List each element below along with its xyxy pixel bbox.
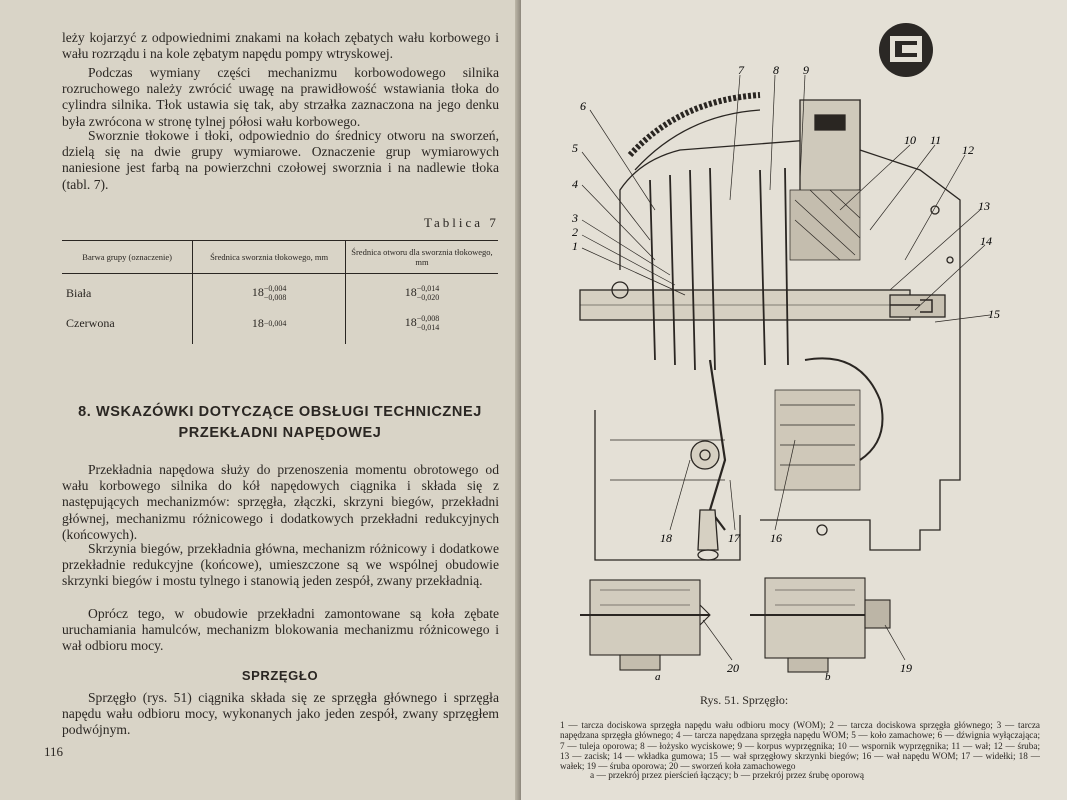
paragraph-4: Przekładnia napędowa służy do przenoszenia momentu obrotowego od wału korbowego silnika do kół napędowych ciągnika i składa się z następujących mechanizmów: sprzęgła, złączki, skrzyni biegów, przekładni głównej, mechanizmu różnicowego i dodatkowych przekładni redukcyjnych (końcowych).	[62, 462, 499, 542]
callout-10: 10	[904, 133, 916, 147]
paragraph-3: Sworznie tłokowe i tłoki, odpowiednio do średnicy otworu na sworzeń, dzielą się na dwie grupy wymiarowe. Oznaczenie grup wymiarowych naniesione jest farbą na powierzchni czołowej sworznia i na nadlewie tłoka (tabl. 7).	[62, 128, 499, 192]
callout-3: 3	[572, 211, 578, 225]
table-title: Tablica 7	[424, 215, 499, 230]
paragraph-5: Skrzynia biegów, przekładnia główna, mechanizm różnicowy i dodatkowe przekładnie redukcyjne (końcowe), umieszczone są we wspólnej obudowie skrzynki biegów i mostu tylnego i stanowią jeden zespół, zwany przekładnią.	[62, 541, 499, 589]
table-row	[62, 274, 498, 305]
table-cell: 18−0,008 −0,014	[345, 304, 498, 344]
callout-5: 5	[572, 141, 578, 155]
figure-caption: 1 — tarcza dociskowa sprzęgła napędu wału odbioru mocy (WOM); 2 — tarcza dociskowa sprzęgła głównego; 3 — tarcza napędzana sprzęgła głównego; 4 — tarcza napędzana sprzęgła napędu WOM; 5 — koło zamachowe; 6 — dźwignia wyłączająca; 7 — tuleja oporowa; 8 — łożysko wyciskowe; 9 — korpus wyprzęgnika; 10 — wspornik wyprzęgnika; 11 — wał; 12 — śruba; 13 — zacisk; 14 — wkładka gumowa; 15 — wał sprzęgłowy skrzynki biegów; 16 — wał napędu WOM; 17 — widełki; 18 — wałek; 19 — śruba oporowa; 20 — sworzeń koła zamachowego	[560, 720, 1040, 772]
callout-16: 16	[770, 531, 782, 545]
callout-20: 20	[727, 661, 739, 675]
data-table	[62, 240, 498, 344]
page-number: 116	[44, 744, 64, 759]
paragraph-6: Oprócz tego, w obudowie przekładni zamontowane są koła zębate uruchamiania hamulców, mechanizm blokowania mechanizmu różnicowego i wał odbioru mocy.	[62, 606, 499, 654]
callout-17: 17	[728, 531, 740, 545]
section-heading: 8. WSKAZÓWKI DOTYCZĄCE OBSŁUGI TECHNICZNEJ PRZEKŁADNI NAPĘDOWEJ	[78, 404, 482, 441]
section-label-b: b	[825, 671, 831, 680]
callout-14: 14	[980, 234, 992, 248]
table-cell: Biała	[66, 285, 92, 300]
callout-8: 8	[773, 63, 779, 77]
callout-13: 13	[978, 199, 990, 213]
callout-9: 9	[803, 63, 809, 77]
table-header: Barwa grupy (oznaczenie)	[62, 241, 193, 274]
callout-7: 7	[738, 63, 744, 77]
subheading: SPRZĘGŁO	[241, 668, 319, 683]
clutch-drawing	[560, 60, 1045, 680]
callout-6: 6	[580, 99, 586, 113]
table-header: Średnica otworu dla sworznia tłokowego, mm	[345, 241, 498, 274]
callout-15: 15	[988, 307, 1000, 321]
callout-1: 1	[572, 239, 578, 253]
table-row	[62, 304, 498, 344]
table-cell: 18−0,004	[193, 304, 346, 344]
callout-2: 2	[572, 225, 578, 239]
left-page	[0, 0, 521, 800]
table-cell: Czerwona	[66, 315, 115, 330]
table-header: Średnica sworznia tłokowego, mm	[193, 241, 346, 274]
callout-11: 11	[930, 133, 942, 147]
callout-18: 18	[660, 531, 672, 545]
paragraph-7: Sprzęgło (rys. 51) ciągnika składa się ze sprzęgła głównego i sprzęgła napędu wału odbioru mocy, wykonanych jako jeden zespół, zwany sprzęgłem podwójnym.	[62, 690, 499, 738]
paragraph-2: Podczas wymiany części mechanizmu korbowodowego silnika rozruchowego należy zwrócić uwagę na prawidłowość wstawiania tłoka do cylindra silnika. Tłok ustawia się tak, aby strzałka zaznaczona na jego denku była zwrócona w stronę tylnej półosi wału korbowego.	[62, 65, 499, 129]
callout-12: 12	[962, 143, 974, 157]
section-label-a: a	[655, 671, 661, 680]
paragraph-1: leży kojarzyć z odpowiednimi znakami na kołach zębatych wału korbowego i wału rozrządu i na kole zębatym napędu pompy wtryskowej.	[62, 30, 499, 62]
figure-caption-sub: a — przekrój przez pierścień łączący; b — przekrój przez śrubę oporową	[590, 771, 865, 781]
callout-4: 4	[572, 177, 578, 191]
figure-title: Rys. 51. Sprzęgło:	[700, 693, 789, 707]
callout-19: 19	[900, 661, 912, 675]
table-cell: 18−0,014 −0,020	[345, 274, 498, 305]
table-cell: 18−0,004 −0,008	[193, 274, 346, 305]
